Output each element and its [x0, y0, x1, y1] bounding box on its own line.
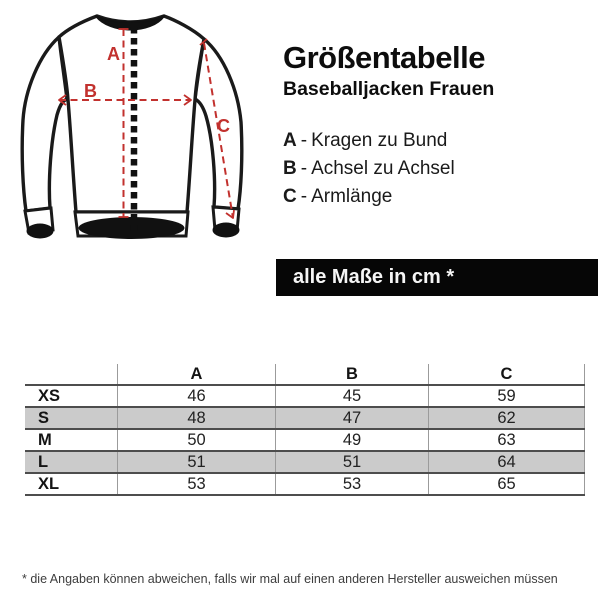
- size-table-wrap: [25, 364, 568, 496]
- cell-b: 45: [276, 385, 429, 407]
- jacket-left-cuff-shadow: [27, 224, 54, 239]
- cell-size: L: [25, 451, 118, 473]
- jacket-left-sleeve: [22, 37, 67, 211]
- units-banner: alle Maße in cm *: [276, 259, 598, 296]
- legend-separator: -: [300, 158, 308, 179]
- cell-size: XL: [25, 473, 118, 495]
- measure-label-a: A: [107, 44, 120, 64]
- measure-label-b: B: [84, 81, 97, 101]
- cell-b: 47: [276, 407, 429, 429]
- legend-separator: -: [300, 130, 308, 151]
- header-a: A: [118, 364, 276, 385]
- legend-item-c: [283, 183, 455, 211]
- cell-size: M: [25, 429, 118, 451]
- cell-size: S: [25, 407, 118, 429]
- header-b: B: [276, 364, 429, 385]
- jacket-right-cuff-shadow: [213, 223, 240, 238]
- legend-key: C: [283, 186, 297, 207]
- cell-a: 46: [118, 385, 276, 407]
- measure-label-c: C: [217, 116, 230, 136]
- size-table: [25, 364, 585, 496]
- legend-label: Achsel zu Achsel: [311, 158, 455, 179]
- table-row-xl: [25, 473, 585, 495]
- cell-c: 62: [429, 407, 585, 429]
- page-subtitle: Baseballjacken Frauen: [283, 77, 495, 100]
- header-size: [25, 364, 118, 385]
- cell-a: 51: [118, 451, 276, 473]
- legend-item-a: [283, 127, 455, 155]
- measure-legend: [283, 127, 455, 211]
- table-row-m: [25, 429, 585, 451]
- cell-b: 49: [276, 429, 429, 451]
- title-block: [283, 42, 494, 101]
- legend-label: Kragen zu Bund: [311, 130, 448, 151]
- legend-item-b: [283, 155, 455, 183]
- cell-b: 51: [276, 451, 429, 473]
- legend-label: Armlänge: [311, 186, 393, 207]
- legend-separator: -: [300, 186, 308, 207]
- page-title: Größentabelle: [283, 40, 485, 75]
- table-row-l: [25, 451, 585, 473]
- cell-c: 59: [429, 385, 585, 407]
- cell-c: 63: [429, 429, 585, 451]
- cell-c: 65: [429, 473, 585, 495]
- cell-a: 50: [118, 429, 276, 451]
- footnote: * die Angaben können abweichen, falls wir mal auf einen anderen Hersteller ausweichen müssen: [22, 572, 558, 586]
- size-table-header-row: [25, 364, 585, 385]
- cell-a: 53: [118, 473, 276, 495]
- header-c: C: [429, 364, 585, 385]
- jacket-diagram: [0, 0, 275, 260]
- legend-key: A: [283, 130, 297, 151]
- legend-key: B: [283, 158, 297, 179]
- table-row-s: [25, 407, 585, 429]
- cell-c: 64: [429, 451, 585, 473]
- cell-b: 53: [276, 473, 429, 495]
- table-row-xs: [25, 385, 585, 407]
- cell-a: 48: [118, 407, 276, 429]
- cell-size: XS: [25, 385, 118, 407]
